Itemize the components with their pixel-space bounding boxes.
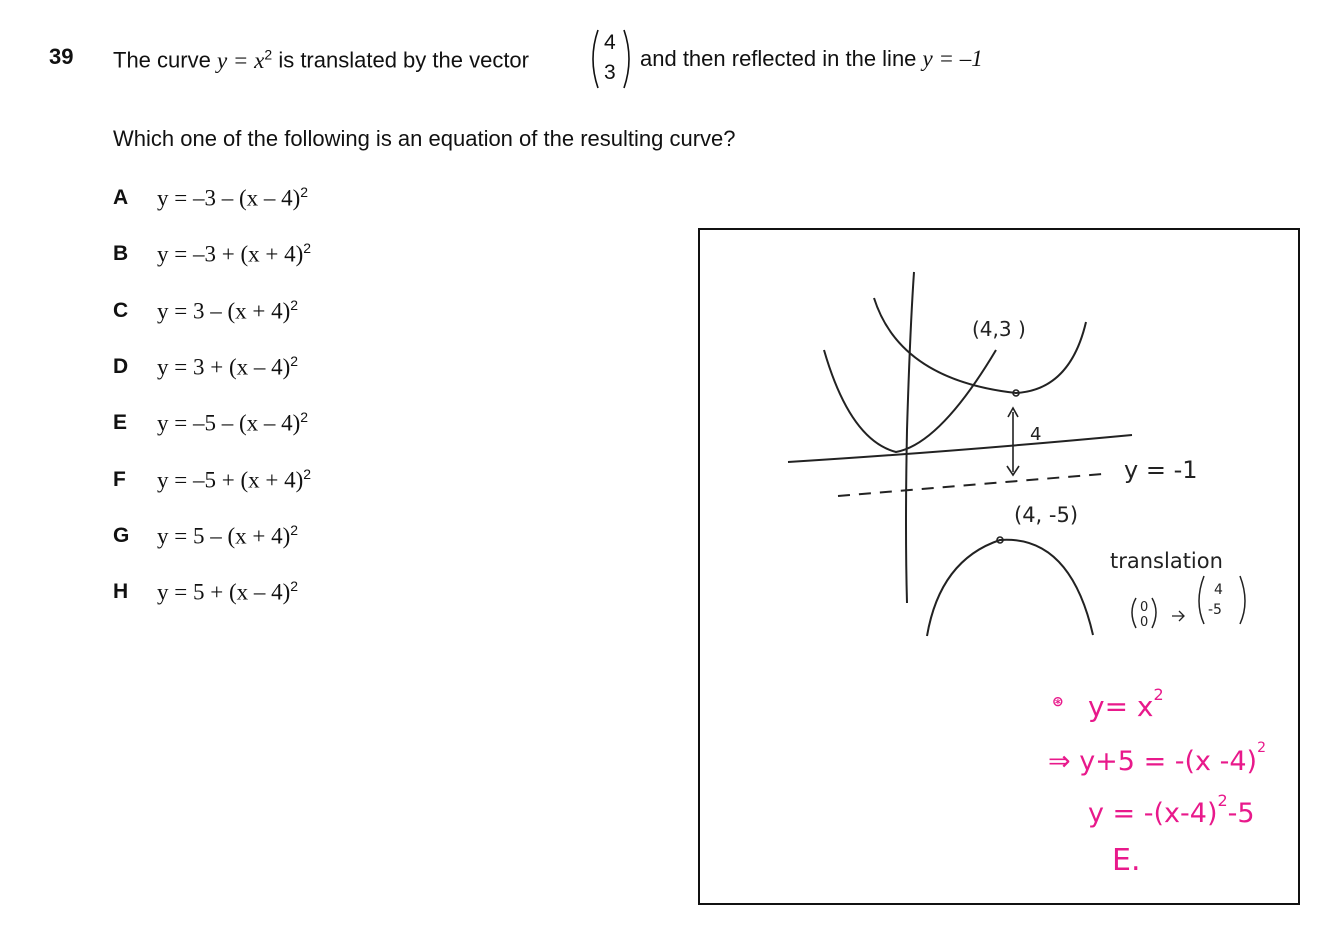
vec-from-top: 0 — [1140, 600, 1149, 615]
svg-text:⊛: ⊛ — [1052, 694, 1064, 710]
final-answer: E. — [1112, 843, 1141, 878]
vector-top: 4 — [604, 31, 616, 54]
option-letter: C — [113, 298, 129, 322]
question-prompt: Which one of the following is an equation of the resulting curve? — [113, 126, 736, 151]
gap-label: 4 — [1030, 424, 1042, 445]
translation-word: translation — [1110, 549, 1223, 573]
vec-to-bottom: -5 — [1208, 602, 1222, 618]
option-letter: B — [113, 242, 129, 266]
vertex-label: (4,3 ) — [972, 317, 1026, 341]
option-letter: G — [113, 523, 130, 547]
sketch-y-axis — [906, 272, 914, 603]
translation-vector — [588, 28, 634, 90]
question-number: 39 — [49, 44, 74, 69]
sketch-translated-parabola — [874, 298, 1086, 393]
option-letter: D — [113, 354, 129, 378]
reflection-line-equation: y = –1 — [922, 46, 983, 71]
sketch-x-axis — [788, 435, 1132, 462]
option-expression: $y = 5 - (x + 4)^2$ — [157, 521, 299, 549]
stem-text-1: The curve — [113, 47, 211, 73]
option-letter: E — [113, 411, 128, 435]
option-letter: F — [113, 467, 126, 491]
question-stem-part1 — [113, 46, 529, 74]
option-letter: H — [113, 580, 129, 604]
option-expression: y = 3 + (x – 4)$^2$ — [157, 352, 299, 380]
option-expression: $y = -5 + (x + 4)^2$ — [157, 465, 312, 493]
sketch-dashed-line — [838, 474, 1102, 496]
curve-equation — [217, 48, 272, 73]
question-stem-part2 — [640, 46, 983, 72]
vector-bottom: 3 — [604, 61, 616, 84]
vec-from-bottom: 0 — [1140, 615, 1149, 630]
option-expression: $y = -3 + (x + 4)^2$ — [157, 240, 312, 267]
reflected-vertex-label: (4, -5) — [1014, 503, 1079, 527]
line-label: y = -1 — [1124, 456, 1198, 484]
option-expression: y = 5 + (x – 4)$^2$ — [157, 578, 299, 605]
handwritten-vector-mapping — [1132, 576, 1245, 630]
curve-equation-exponent: 2 — [264, 46, 273, 62]
working-box — [698, 228, 1300, 905]
handwritten-sketch — [700, 230, 1302, 907]
sketch-reflected-parabola — [927, 540, 1093, 636]
work-line-3: $y = -(x-4)^2-5$ — [1088, 791, 1255, 829]
option-expression: y = –3 – (x – 4)$^2$ — [157, 184, 309, 211]
curve-equation-base: y = x — [216, 47, 265, 73]
option-expression: y = –5 – (x – 4)$^2$ — [157, 409, 309, 436]
option-letter: A — [113, 186, 129, 209]
vec-to-top: 4 — [1214, 582, 1223, 598]
stem-text-3: and then reflected in the line — [640, 46, 917, 71]
stem-text-2: is translated by the vector — [278, 47, 529, 73]
work-line-1: $y= x^2$ — [1088, 685, 1164, 723]
option-expression: $y = 3 - (x + 4)^2$ — [157, 296, 299, 324]
sketch-distance-arrow — [1007, 408, 1019, 475]
work-line-2: ⇒ y+5 = -(x -4)$^2$ — [1048, 740, 1266, 777]
